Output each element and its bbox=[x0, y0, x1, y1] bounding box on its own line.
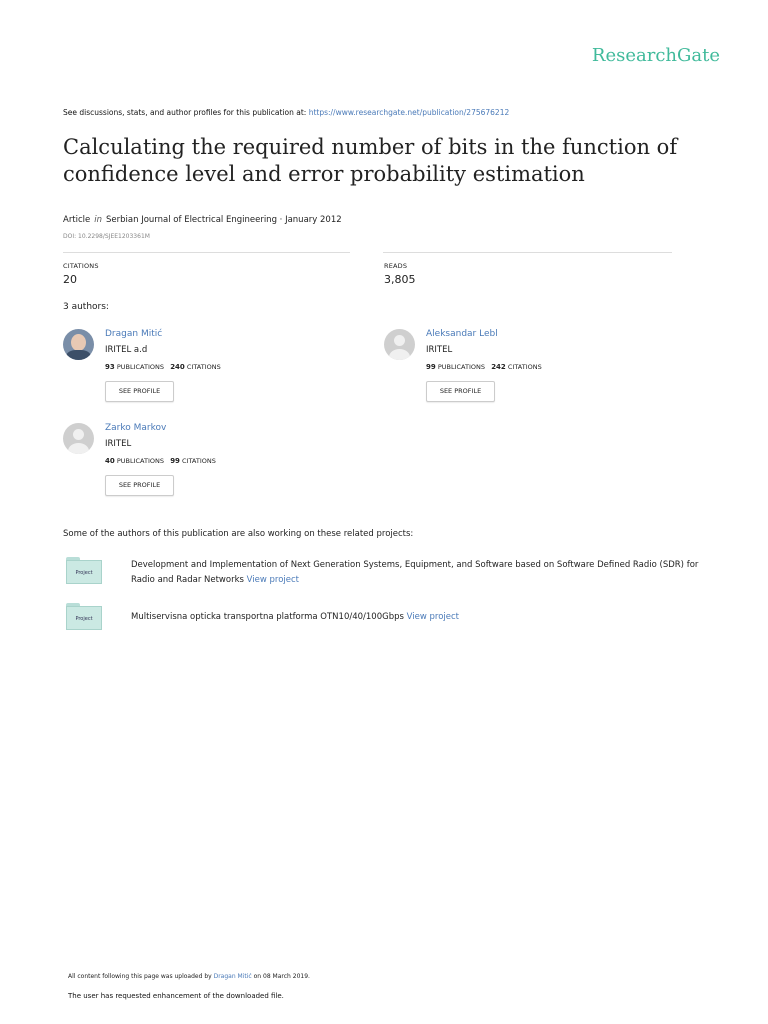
avatar-placeholder-icon[interactable] bbox=[384, 329, 415, 360]
project-folder-icon[interactable] bbox=[66, 557, 102, 584]
journal-info: Serbian Journal of Electrical Engineering · January 2012 bbox=[106, 215, 342, 225]
author-stats: 99 PUBLICATIONS 242 CITATIONS bbox=[426, 363, 542, 371]
author-affiliation: IRITEL bbox=[426, 345, 453, 355]
doi: DOI: 10.2298/SJEE1203361M bbox=[63, 233, 150, 240]
see-profile-button[interactable]: SEE PROFILE bbox=[426, 381, 495, 402]
project-title: Multiservisna opticka transportna platforma OTN10/40/100Gbps bbox=[131, 612, 404, 622]
researchgate-logo[interactable]: ResearchGate bbox=[591, 45, 720, 66]
authors-heading: 3 authors: bbox=[63, 302, 109, 312]
author-card bbox=[384, 329, 684, 409]
enhancement-notice: The user has requested enhancement of the downloaded file. bbox=[68, 992, 284, 1000]
view-project-link[interactable]: View project bbox=[246, 575, 300, 585]
avatar-placeholder-icon[interactable] bbox=[63, 423, 94, 454]
view-project-link[interactable]: View project bbox=[406, 612, 460, 622]
author-card bbox=[63, 329, 363, 409]
author-affiliation: IRITEL bbox=[105, 439, 132, 449]
discussion-text: See discussions, stats, and author profiles for this publication at: bbox=[63, 108, 309, 117]
project-item bbox=[131, 610, 711, 625]
article-type: Article bbox=[63, 215, 91, 225]
project-icon-label: Project bbox=[66, 560, 102, 584]
author-name[interactable]: Dragan Mitić bbox=[105, 329, 163, 339]
author-stats: 93 PUBLICATIONS 240 CITATIONS bbox=[105, 363, 221, 371]
see-profile-button[interactable]: SEE PROFILE bbox=[105, 475, 174, 496]
projects-heading: Some of the authors of this publication are also working on these related projects: bbox=[63, 529, 414, 539]
author-name[interactable]: Aleksandar Lebl bbox=[426, 329, 498, 339]
uploader-link[interactable]: Dragan Mitić bbox=[213, 973, 252, 980]
project-folder-icon[interactable] bbox=[66, 603, 102, 630]
reads-value: 3,805 bbox=[384, 273, 416, 286]
divider bbox=[63, 252, 350, 253]
author-card bbox=[63, 423, 363, 503]
author-affiliation: IRITEL a.d bbox=[105, 345, 148, 355]
discussion-notice bbox=[63, 108, 509, 117]
citations-value: 20 bbox=[63, 273, 77, 286]
citations-label: CITATIONS bbox=[63, 262, 99, 270]
author-name[interactable]: Zarko Markov bbox=[105, 423, 167, 433]
project-icon-label: Project bbox=[66, 606, 102, 630]
see-profile-button[interactable]: SEE PROFILE bbox=[105, 381, 174, 402]
reads-label: READS bbox=[384, 262, 408, 270]
upload-notice: All content following this page was uploaded by Dragan Mitić on 08 March 2019. bbox=[68, 973, 310, 980]
publication-title: Calculating the required number of bits in the function of confidence level and error probability estimation bbox=[63, 135, 678, 186]
in-label: in bbox=[94, 215, 103, 225]
project-item bbox=[131, 558, 711, 588]
avatar[interactable] bbox=[63, 329, 94, 360]
publication-meta bbox=[63, 215, 342, 225]
publication-link[interactable]: https://www.researchgate.net/publication/275676212 bbox=[308, 108, 510, 117]
divider bbox=[383, 252, 672, 253]
project-title: Development and Implementation of Next Generation Systems, Equipment, and Software based on Software Defined Radio (SDR) for Radio and Radar Networks bbox=[131, 560, 699, 585]
author-stats: 40 PUBLICATIONS 99 CITATIONS bbox=[105, 457, 216, 465]
